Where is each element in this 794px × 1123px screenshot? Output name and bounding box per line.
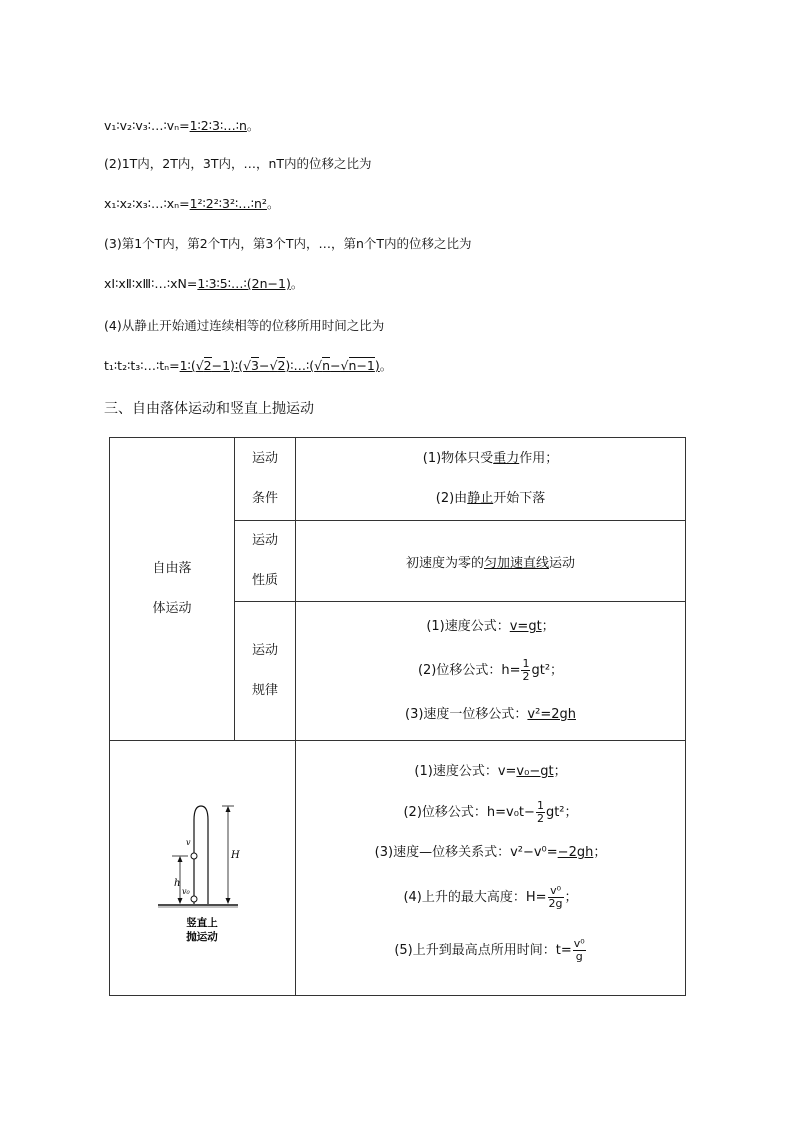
arrow-head	[178, 856, 183, 862]
interval-ratio-answer: 1∶3∶5∶…∶(2n−1)	[197, 276, 291, 291]
label-v: v	[186, 838, 191, 847]
formula-2: (2)位移公式：h=v₀t− $\frac{1}{2}$ gt²；	[403, 799, 578, 825]
label-h: h	[174, 878, 181, 889]
velocity-ratio-answer: 1∶2∶3∶…∶n	[189, 118, 247, 133]
sub-label: 运动	[251, 451, 278, 466]
condition-1: (1)物体只受重力作用；	[422, 451, 559, 466]
law-label-cell	[235, 602, 296, 741]
label-v0: v₀	[182, 887, 190, 896]
law-2: (2)位移公式：h= $\frac{1}{2}$ gt²；	[417, 657, 564, 683]
motion-table	[109, 437, 686, 996]
fraction-half: $\frac{1}{2}$	[522, 657, 530, 683]
sub-label: 运动	[251, 643, 278, 658]
formula-3: (3)速度—位移关系式：v²−v⁰=−2gh；	[374, 845, 607, 860]
period: 。	[379, 358, 393, 373]
ball-upper	[191, 853, 197, 859]
period: 。	[246, 118, 260, 133]
period: 。	[266, 196, 280, 211]
interval-ratio-lhs: xⅠ∶xⅡ∶xⅢ∶…∶xN=	[104, 276, 198, 291]
ratio-interval-displacement-line	[104, 276, 303, 292]
formula-4: (4)上升的最大高度：H= $\frac{\text{v⁰}}{2g}$ ；	[403, 884, 578, 910]
formula-5: (5)上升到最高点所用时间：t= $\frac{\text{v⁰}}{g}$	[394, 937, 585, 963]
sub-label: 规律	[251, 683, 278, 698]
item-4-heading: (4)从静止开始通过连续相等的位移所用时间之比为	[104, 318, 385, 333]
fraction-time: $\frac{\text{v⁰}}{g}$	[573, 937, 585, 963]
label-H: H	[231, 850, 240, 861]
nature-label-cell	[235, 521, 296, 602]
sub-label: 条件	[251, 491, 278, 506]
fraction-max-height: $\frac{\text{v⁰}}{2g}$	[548, 884, 563, 910]
condition-content-cell	[296, 438, 686, 521]
period: 。	[290, 276, 304, 291]
item-2-heading: (2)1T内，2T内，3T内，…，nT内的位移之比为	[104, 156, 372, 171]
section-heading: 三、自由落体运动和竖直上抛运动	[104, 401, 314, 417]
time-ratio-answer: 1∶(√2−1)∶(√3−√2)∶…∶(√n−√n−1)	[179, 358, 380, 373]
figure-label-1: 竖直上	[186, 917, 218, 929]
displacement-ratio-answer: 1²∶2²∶3²∶…∶n²	[189, 196, 267, 211]
vertical-throw-row	[110, 741, 686, 996]
law-1: (1)速度公式：v=gt；	[426, 619, 555, 634]
arrow-head	[178, 898, 183, 904]
law-content-cell	[296, 602, 686, 741]
condition-label-cell	[235, 438, 296, 521]
arrow-head	[226, 806, 231, 812]
displacement-ratio-lhs: x₁∶x₂∶x₃∶…∶xₙ=	[104, 196, 190, 211]
free-fall-condition-row	[110, 438, 686, 521]
law-3: (3)速度一位移公式：v²=2gh	[405, 707, 576, 722]
free-fall-label-1: 自由落	[152, 561, 192, 576]
ratio-velocity-line	[104, 118, 259, 134]
ratio-time-line	[104, 358, 392, 374]
condition-2: (2)由静止开始下落	[435, 491, 546, 506]
free-fall-label-2: 体运动	[152, 601, 192, 616]
nature-content-cell	[296, 521, 686, 602]
arrow-head	[226, 898, 231, 904]
item-3-heading: (3)第1个T内，第2个T内，第3个T内，…，第n个T内的位移之比为	[104, 236, 472, 251]
vertical-formulas-cell	[296, 741, 686, 996]
velocity-ratio-lhs: v₁∶v₂∶v₃∶…∶vₙ=	[104, 118, 190, 133]
sub-label: 性质	[251, 573, 278, 588]
figure-label-2: 抛运动	[186, 931, 218, 943]
time-ratio-lhs: t₁∶t₂∶t₃∶…∶tₙ=	[104, 358, 180, 373]
nature-text: 初速度为零的匀加速直线运动	[405, 555, 576, 571]
free-fall-label-cell	[110, 438, 235, 741]
vertical-figure-cell	[110, 741, 296, 996]
sub-label: 运动	[251, 533, 278, 548]
ratio-displacement-line	[104, 196, 279, 212]
fraction-half: $\frac{1}{2}$	[536, 799, 544, 825]
ball-lower	[191, 896, 197, 902]
formula-1: (1)速度公式：v=v₀−gt；	[414, 764, 567, 779]
vertical-throw-figure	[110, 766, 296, 966]
